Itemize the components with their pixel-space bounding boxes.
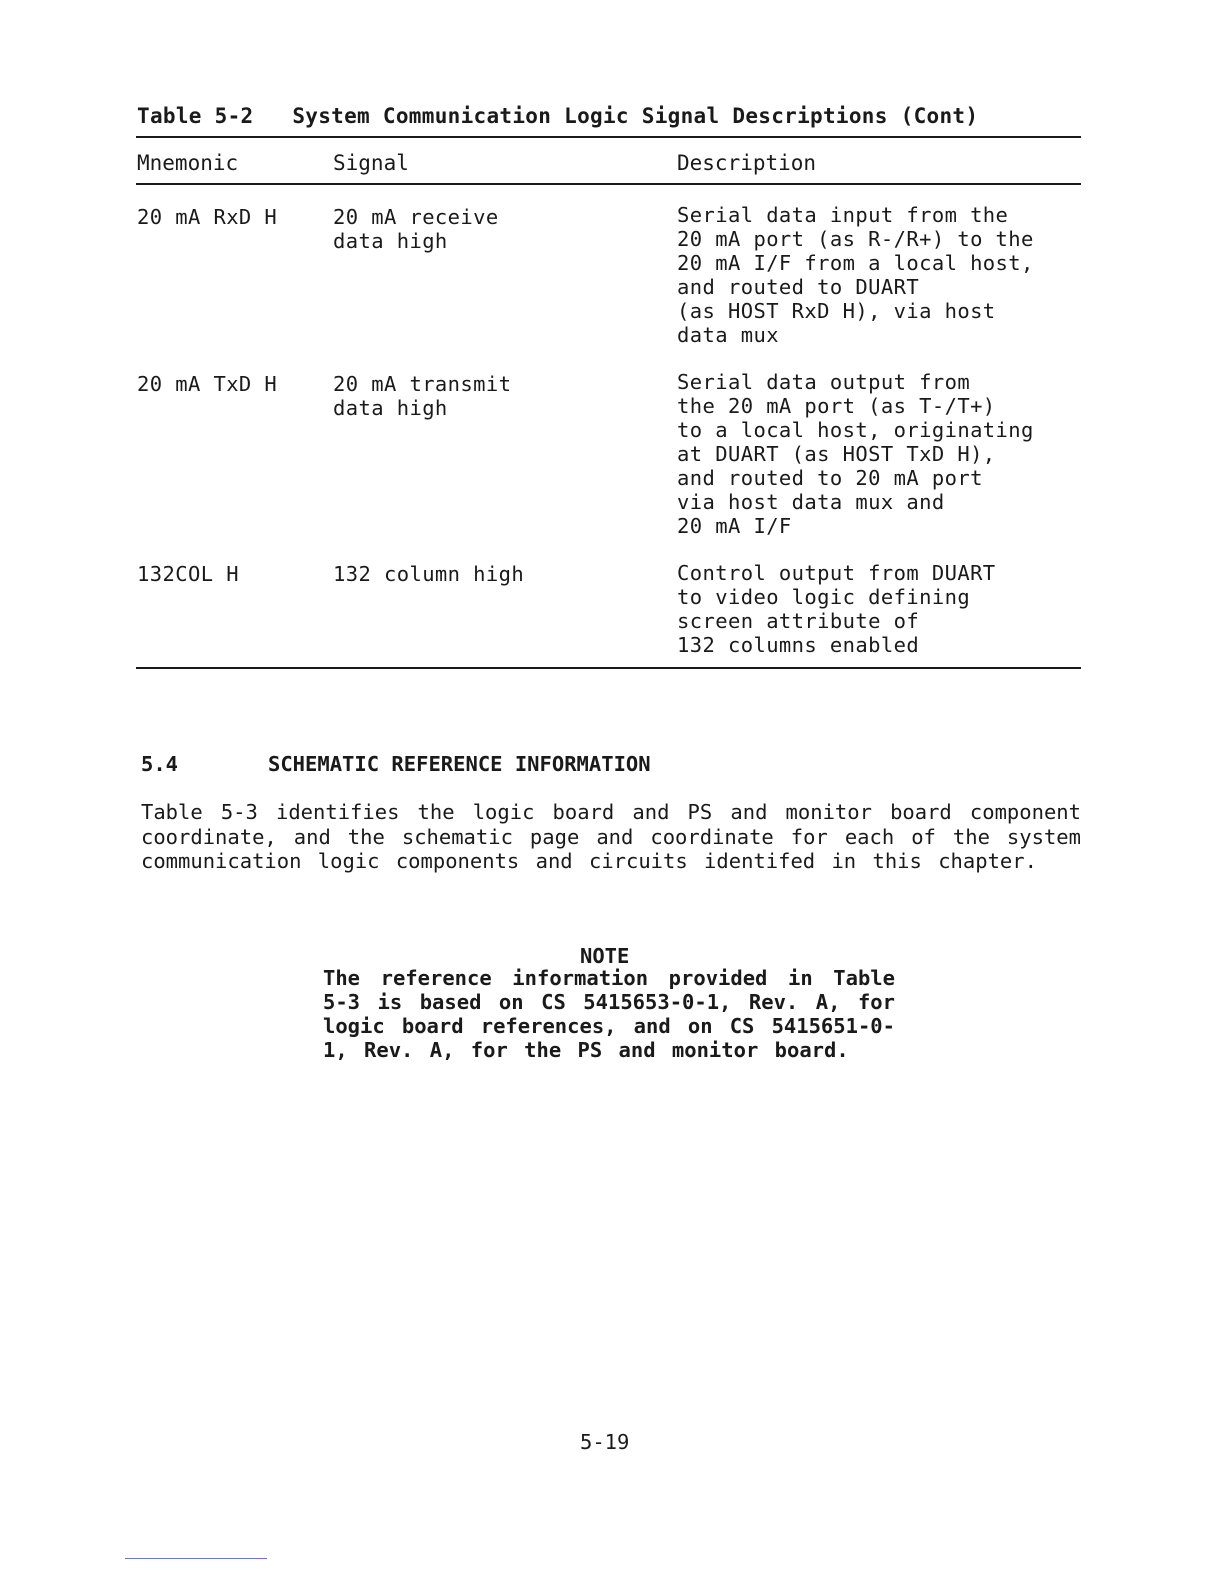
row-1-description: Serial data input from the 20 mA port (as R-/R+) to the 20 mA I/F from a local host, and routed to DUART (as HOST RxD H), via host data mux: [677, 203, 1034, 347]
page-number: 5-19: [580, 1430, 630, 1454]
row-1-signal: 20 mA receive data high: [333, 205, 499, 253]
table-bottom-rule: [136, 667, 1081, 669]
row-2-mnemonic: 20 mA TxD H: [137, 372, 278, 396]
table-top-rule: [136, 136, 1081, 138]
footer-line: [125, 1558, 267, 1559]
row-3-signal: 132 column high: [333, 562, 525, 586]
column-header-description: Description: [677, 151, 817, 175]
row-3-mnemonic: 132COL H: [137, 562, 239, 586]
section-paragraph: Table 5-3 identifies the logic board and PS and monitor board component coordinate, and the schematic page and coordinate for each of the system communication logic components and circuits identifed in this chapter.: [141, 800, 1081, 873]
column-header-signal: Signal: [333, 151, 409, 175]
column-header-mnemonic: Mnemonic: [137, 151, 239, 175]
table-header-rule: [136, 183, 1081, 185]
table-caption: Table 5-2 System Communication Logic Signal Descriptions (Cont): [137, 104, 979, 128]
section-number: 5.4: [141, 752, 179, 776]
row-1-mnemonic: 20 mA RxD H: [137, 205, 278, 229]
row-3-description: Control output from DUART to video logic defining screen attribute of 132 columns enabled: [677, 561, 996, 657]
note-body: The reference information provided in Table 5-3 is based on CS 5415653-0-1, Rev. A, for logic board references, and on CS 5415651-0-1, Rev. A, for the PS and monitor board.: [323, 966, 895, 1062]
section-title: SCHEMATIC REFERENCE INFORMATION: [268, 752, 651, 776]
row-2-signal: 20 mA transmit data high: [333, 372, 512, 420]
row-2-description: Serial data output from the 20 mA port (as T-/T+) to a local host, originating at DUART (as HOST TxD H), and routed to 20 mA port via host data mux and 20 mA I/F: [677, 370, 1034, 538]
note-heading: NOTE: [580, 944, 630, 968]
